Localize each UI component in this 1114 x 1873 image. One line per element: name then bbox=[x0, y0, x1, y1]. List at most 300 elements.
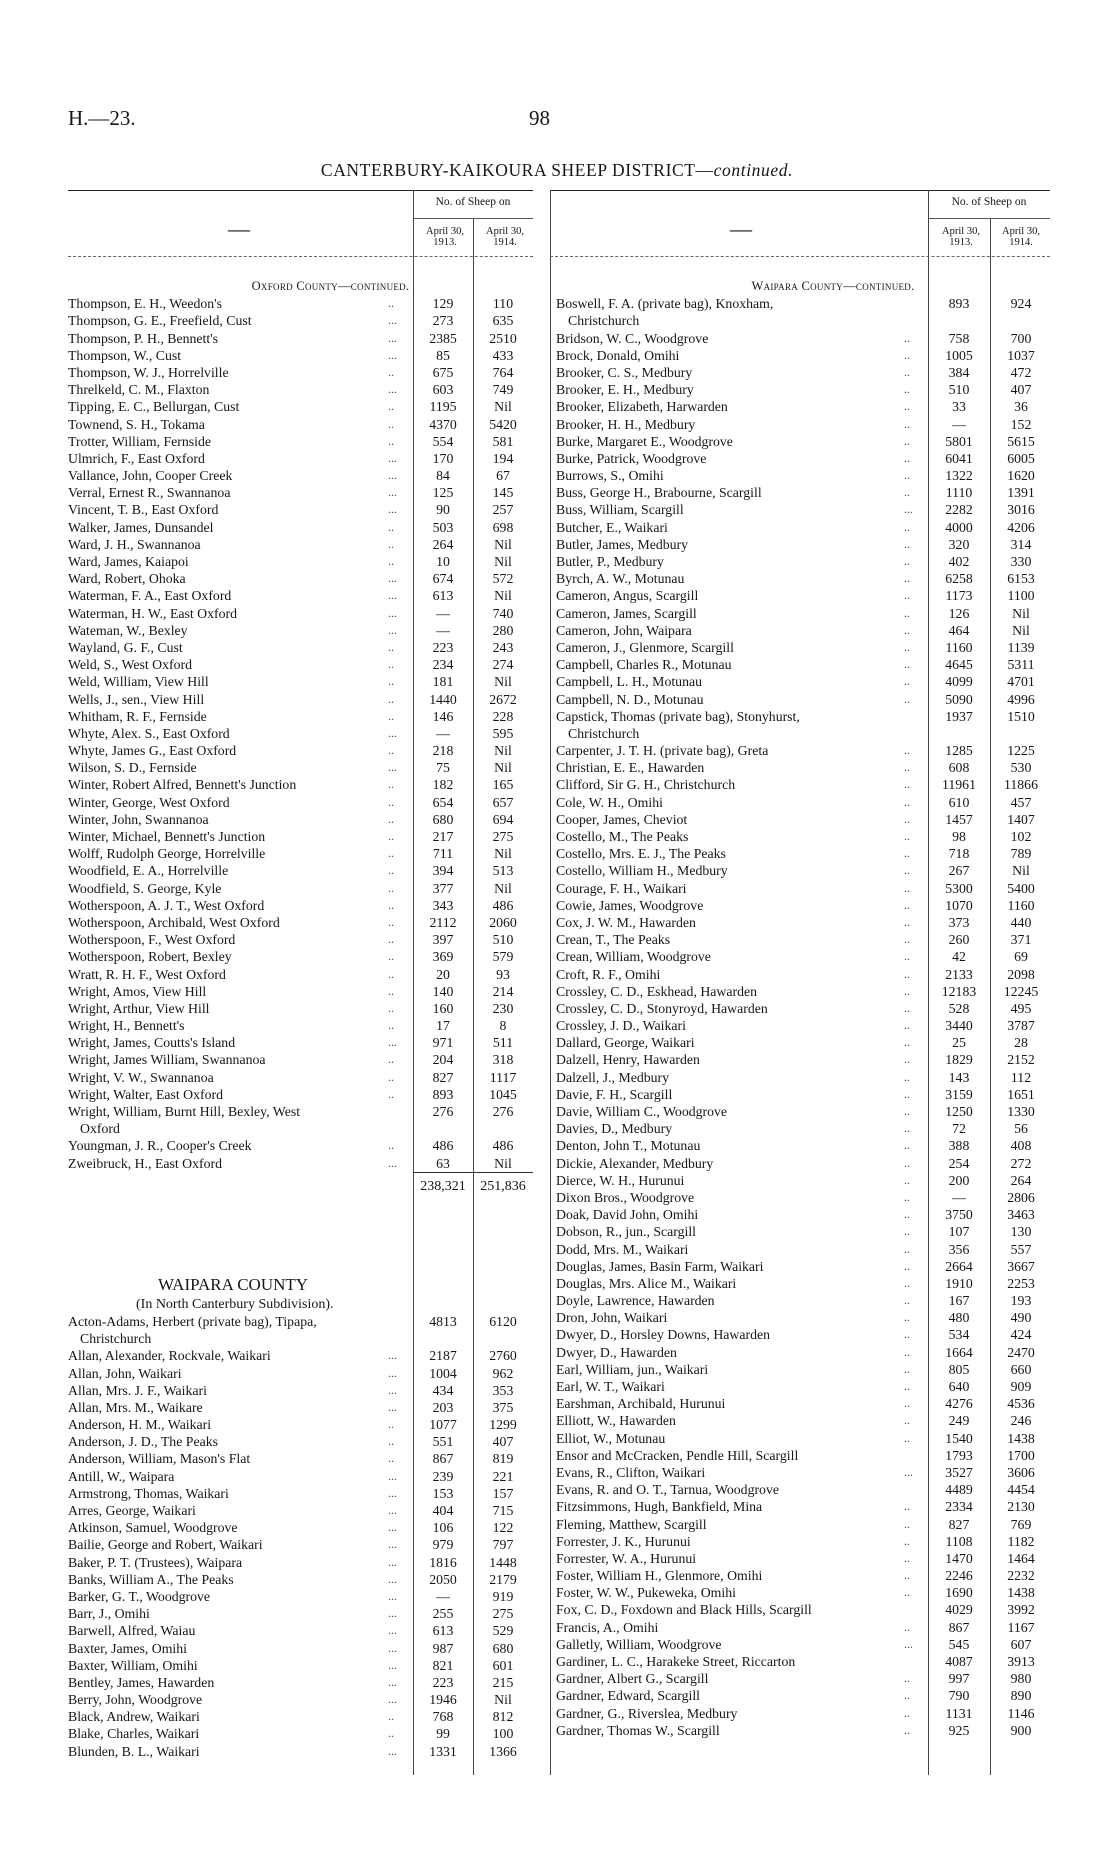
sheep-1913: 397 bbox=[432, 932, 454, 948]
sheep-1914: 1510 bbox=[1007, 708, 1035, 724]
sheep-1914: 490 bbox=[1010, 1310, 1032, 1326]
leader-dots: ... bbox=[388, 485, 397, 500]
total-row bbox=[68, 1172, 533, 1214]
leader-dots: ... bbox=[388, 1640, 397, 1655]
leader-dots: .. bbox=[904, 605, 910, 620]
owner-name: Cameron, John, Waipara bbox=[556, 622, 692, 638]
sheep-1914: 1182 bbox=[1007, 1533, 1035, 1549]
table-row bbox=[556, 1481, 1050, 1498]
owner-name: Clifford, Sir G. H., Christchurch bbox=[556, 777, 736, 793]
sheep-1914: 272 bbox=[1010, 1155, 1032, 1171]
table-row bbox=[556, 811, 1050, 828]
header-rule bbox=[413, 218, 533, 219]
sheep-1914: 1146 bbox=[1007, 1705, 1035, 1721]
leader-dots: .. bbox=[388, 966, 394, 981]
sheep-1914: 371 bbox=[1010, 932, 1032, 948]
table-row bbox=[556, 1189, 1050, 1206]
owner-name: Weld, S., West Oxford bbox=[68, 657, 192, 673]
sheep-1914: 1167 bbox=[1007, 1619, 1035, 1635]
owner-name: Elliot, W., Motunau bbox=[556, 1430, 666, 1446]
table-row bbox=[68, 1155, 533, 1172]
leader-dots: .. bbox=[904, 1499, 910, 1514]
sheep-1914: 6120 bbox=[489, 1313, 517, 1329]
table-row bbox=[68, 553, 533, 570]
sheep-1914: 1407 bbox=[1007, 811, 1035, 827]
owner-name: Trotter, William, Fernside bbox=[68, 433, 211, 449]
sheep-1913: 75 bbox=[436, 760, 450, 776]
table-row bbox=[68, 398, 533, 415]
sheep-1914: 1464 bbox=[1007, 1550, 1035, 1566]
sheep-1913: 1829 bbox=[945, 1052, 973, 1068]
sheep-1914: 152 bbox=[1010, 416, 1032, 432]
owner-name: Capstick, Thomas (private bag), Stonyhurst, bbox=[556, 708, 800, 724]
table-row bbox=[68, 1103, 533, 1120]
sheep-1914: 36 bbox=[1014, 399, 1028, 415]
owner-name: Wright, Walter, East Oxford bbox=[68, 1086, 223, 1102]
table-row bbox=[68, 1416, 533, 1433]
sheep-1914: 1045 bbox=[489, 1086, 517, 1102]
table-row bbox=[556, 1670, 1050, 1687]
owner-name: Christchurch bbox=[568, 313, 640, 329]
leader-dots: ... bbox=[388, 1520, 397, 1535]
leader-dots: .. bbox=[388, 829, 394, 843]
sheep-1914: 819 bbox=[492, 1451, 514, 1467]
table-row bbox=[556, 416, 1050, 433]
table-row bbox=[556, 1516, 1050, 1533]
sheep-1914: 1037 bbox=[1007, 347, 1035, 363]
sheep-1914: 579 bbox=[492, 949, 514, 965]
owner-name: Acton-Adams, Herbert (private bag), Tipapa, bbox=[68, 1313, 317, 1329]
table-row bbox=[556, 484, 1050, 501]
table-row bbox=[556, 1705, 1050, 1722]
leader-dots: .. bbox=[904, 364, 910, 379]
leader-dots: .. bbox=[904, 794, 910, 809]
sheep-1913: 4029 bbox=[945, 1602, 973, 1618]
leader-dots: .. bbox=[388, 863, 394, 878]
sheep-1913: 125 bbox=[432, 485, 454, 501]
owner-name: Fox, C. D., Foxdown and Black Hills, Scargill bbox=[556, 1602, 812, 1618]
leader-dots: .. bbox=[904, 1327, 910, 1342]
sheep-1914: Nil bbox=[1012, 605, 1030, 621]
sheep-1914: 900 bbox=[1010, 1722, 1032, 1738]
col-head-1914: April 30, 1914. bbox=[1002, 226, 1040, 248]
sheep-1913: 1664 bbox=[945, 1344, 973, 1360]
owner-name: Dron, John, Waikari bbox=[556, 1310, 668, 1326]
sheep-1913: 384 bbox=[948, 364, 970, 380]
owner-name: Gardner, Albert G., Scargill bbox=[556, 1671, 709, 1687]
sheep-1914: 472 bbox=[1010, 364, 1032, 380]
owner-name: Costello, M., The Peaks bbox=[556, 829, 689, 844]
table-row bbox=[68, 880, 533, 897]
leader-dots: .. bbox=[904, 571, 910, 586]
leader-dots: ... bbox=[388, 1155, 397, 1170]
sheep-1913: 2187 bbox=[429, 1348, 457, 1364]
leader-dots: ... bbox=[388, 1382, 397, 1397]
sheep-1913: 85 bbox=[436, 347, 450, 363]
leader-dots: .. bbox=[388, 1451, 394, 1466]
owner-name: Allan, Mrs. M., Waikare bbox=[68, 1399, 203, 1415]
sheep-1913: 1540 bbox=[945, 1430, 973, 1446]
sheep-1914: 2179 bbox=[489, 1571, 517, 1587]
sheep-1914: 581 bbox=[492, 433, 514, 449]
table-row bbox=[68, 295, 533, 312]
leader-dots: .. bbox=[904, 1000, 910, 1015]
owner-name: Dallard, George, Waikari bbox=[556, 1035, 695, 1051]
col-head-label: No. of Sheep on bbox=[435, 196, 511, 208]
leader-dots: ... bbox=[388, 347, 397, 362]
leader-dots: .. bbox=[388, 1709, 394, 1724]
owner-name: Waterman, H. W., East Oxford bbox=[68, 605, 238, 621]
leader-dots: .. bbox=[904, 657, 910, 672]
sheep-1913: 217 bbox=[432, 829, 454, 844]
table-row bbox=[68, 1433, 533, 1450]
sheep-1913: 613 bbox=[432, 1623, 454, 1639]
sheep-1914: 8 bbox=[499, 1018, 507, 1034]
sheep-1914: 257 bbox=[492, 502, 514, 518]
sheep-1914: 67 bbox=[496, 468, 510, 484]
table-row bbox=[68, 1640, 533, 1657]
owner-name: Burke, Margaret E., Woodgrove bbox=[556, 433, 733, 449]
owner-name: Brooker, H. H., Medbury bbox=[556, 416, 696, 432]
leader-dots: ... bbox=[388, 502, 397, 517]
sheep-1913: 640 bbox=[948, 1379, 970, 1394]
table-row bbox=[556, 914, 1050, 931]
owner-name: Wotherspoon, Archibald, West Oxford bbox=[68, 914, 280, 930]
leader-dots: .. bbox=[904, 983, 910, 998]
table-row bbox=[556, 381, 1050, 398]
sheep-1914: 1391 bbox=[1007, 485, 1035, 501]
sheep-1913: 182 bbox=[432, 777, 454, 793]
owner-name: Davie, William C., Woodgrove bbox=[556, 1104, 728, 1119]
table-row bbox=[556, 347, 1050, 364]
sheep-1914: 1651 bbox=[1007, 1086, 1035, 1102]
table-row bbox=[556, 1687, 1050, 1704]
sheep-1913: 320 bbox=[948, 536, 970, 552]
sheep-1913: 893 bbox=[432, 1086, 454, 1102]
section-heading: Waipara County—continued. bbox=[751, 279, 915, 293]
table-row bbox=[68, 1519, 533, 1536]
table-row bbox=[68, 794, 533, 811]
table-row bbox=[556, 1447, 1050, 1464]
owner-name: Earshman, Archibald, Hurunui bbox=[556, 1396, 726, 1412]
owner-name: Wright, William, Burnt Hill, Bexley, West bbox=[68, 1104, 301, 1119]
sheep-1914: 715 bbox=[492, 1503, 514, 1518]
table-row bbox=[556, 364, 1050, 381]
sheep-1913: 254 bbox=[948, 1155, 970, 1171]
table-row bbox=[556, 605, 1050, 622]
col-head-label: No. of Sheep on bbox=[951, 196, 1027, 208]
leader-dots: .. bbox=[904, 1069, 910, 1084]
leader-dots: .. bbox=[904, 1035, 910, 1050]
table-row bbox=[68, 1017, 533, 1034]
table-row bbox=[556, 1619, 1050, 1636]
leader-dots: .. bbox=[904, 914, 910, 929]
owner-name: Crean, William, Woodgrove bbox=[556, 949, 711, 965]
sheep-1914: 486 bbox=[492, 897, 514, 913]
table-row bbox=[556, 1361, 1050, 1378]
owner-name: Dobson, R., jun., Scargill bbox=[556, 1224, 697, 1240]
leader-dots: .. bbox=[904, 330, 910, 345]
leader-dots: ... bbox=[388, 622, 397, 637]
sheep-1914: 495 bbox=[1010, 1000, 1032, 1016]
table-row bbox=[556, 639, 1050, 656]
owner-name: Walker, James, Dunsandel bbox=[68, 519, 214, 535]
sheep-1913: 1173 bbox=[945, 588, 973, 604]
sheep-1914: 2672 bbox=[489, 691, 517, 707]
table-row bbox=[556, 1292, 1050, 1309]
table-row bbox=[68, 828, 533, 845]
table-row bbox=[556, 1636, 1050, 1653]
table-row bbox=[556, 1137, 1050, 1154]
owner-name: Atkinson, Samuel, Woodgrove bbox=[68, 1520, 238, 1536]
sheep-1914: 157 bbox=[492, 1485, 514, 1501]
sheep-1914: 680 bbox=[492, 1640, 514, 1656]
leader-dots: .. bbox=[388, 1086, 394, 1101]
table-row bbox=[68, 484, 533, 501]
sheep-1913: 1793 bbox=[945, 1447, 973, 1463]
sheep-1913: 2282 bbox=[945, 502, 973, 518]
sheep-1914: 194 bbox=[492, 450, 514, 466]
leader-dots: .. bbox=[388, 949, 394, 964]
sheep-1913: 1816 bbox=[429, 1554, 457, 1570]
sheep-1913: 5300 bbox=[945, 880, 973, 896]
owner-name: Zweibruck, H., East Oxford bbox=[68, 1155, 223, 1171]
leader-dots: .. bbox=[388, 1138, 394, 1153]
sheep-1913: 608 bbox=[948, 760, 970, 776]
owner-name: Threlkeld, C. M., Flaxton bbox=[68, 382, 210, 398]
leader-dots: ... bbox=[388, 1348, 397, 1363]
sheep-1914: 635 bbox=[492, 313, 514, 329]
sheep-1913: 170 bbox=[432, 450, 454, 466]
sheep-1914: 5400 bbox=[1007, 880, 1035, 896]
table-row bbox=[68, 467, 533, 484]
sheep-1914: 1160 bbox=[1007, 897, 1035, 913]
sheep-1914: 353 bbox=[492, 1382, 514, 1398]
leader-dots: .. bbox=[904, 1550, 910, 1565]
sheep-1913: 343 bbox=[432, 897, 454, 913]
leader-dots: .. bbox=[904, 1533, 910, 1548]
owner-name: Cowie, James, Woodgrove bbox=[556, 897, 704, 913]
table-row bbox=[68, 983, 533, 1000]
sheep-1913: 140 bbox=[432, 983, 454, 999]
sheep-1913: 1331 bbox=[429, 1743, 457, 1759]
table-row bbox=[556, 1172, 1050, 1189]
title-continued: continued. bbox=[713, 160, 794, 180]
table-row bbox=[68, 1086, 533, 1103]
sheep-1914: 1438 bbox=[1007, 1430, 1035, 1446]
owner-name: Barker, G. T., Woodgrove bbox=[68, 1588, 211, 1604]
table-row bbox=[556, 312, 1050, 329]
sheep-1913: 1070 bbox=[945, 897, 973, 913]
table-row bbox=[68, 1588, 533, 1605]
sheep-1913: 255 bbox=[432, 1606, 454, 1622]
left-body bbox=[68, 278, 533, 1760]
sheep-1913: 223 bbox=[432, 1674, 454, 1690]
owner-name: Banks, William A., The Peaks bbox=[68, 1571, 234, 1587]
owner-name: Forrester, W. A., Hurunui bbox=[556, 1550, 697, 1566]
owner-name: Dalzell, Henry, Hawarden bbox=[556, 1052, 700, 1068]
table-row bbox=[556, 1069, 1050, 1086]
table-row bbox=[68, 811, 533, 828]
sheep-1914: 1448 bbox=[489, 1554, 517, 1570]
leader-dots: .. bbox=[904, 519, 910, 534]
sheep-1913: 276 bbox=[432, 1104, 454, 1119]
owner-name: Costello, Mrs. E. J., The Peaks bbox=[556, 846, 726, 862]
table-row bbox=[68, 347, 533, 364]
leader-dots: .. bbox=[904, 1086, 910, 1101]
sheep-1913: 1457 bbox=[945, 811, 973, 827]
sheep-1914: 4536 bbox=[1007, 1396, 1035, 1412]
table-row bbox=[556, 398, 1050, 415]
leader-dots: .. bbox=[904, 1619, 910, 1634]
leader-dots: .. bbox=[388, 880, 394, 895]
leader-dots: .. bbox=[904, 382, 910, 397]
sheep-1914: 924 bbox=[1010, 296, 1032, 312]
sheep-1914: 595 bbox=[492, 725, 514, 741]
sheep-1914: 28 bbox=[1014, 1035, 1028, 1051]
owner-name: Whyte, Alex. S., East Oxford bbox=[68, 725, 230, 741]
sheep-1913: 106 bbox=[432, 1520, 454, 1536]
table-row bbox=[68, 1000, 533, 1017]
table-row bbox=[556, 1498, 1050, 1515]
owner-name: Blake, Charles, Waikari bbox=[68, 1726, 200, 1742]
owner-name: Christian, E. E., Hawarden bbox=[556, 760, 705, 776]
sheep-1914: 557 bbox=[1010, 1241, 1032, 1257]
owner-name: Gardner, Thomas W., Scargill bbox=[556, 1722, 720, 1738]
sheep-1914: 1139 bbox=[1007, 639, 1035, 655]
table-row bbox=[556, 1155, 1050, 1172]
leader-dots: .. bbox=[388, 536, 394, 551]
owner-name: Allan, Mrs. J. F., Waikari bbox=[68, 1382, 207, 1398]
owner-name: Thompson, W., Cust bbox=[68, 347, 182, 363]
leader-dots: .. bbox=[388, 846, 394, 861]
sheep-1913: 223 bbox=[432, 639, 454, 655]
owner-name: Anderson, William, Mason's Flat bbox=[68, 1451, 251, 1467]
sheep-1913: — bbox=[436, 725, 450, 741]
county-heading: WAIPARA COUNTY bbox=[158, 1274, 309, 1294]
sheep-1913: 4087 bbox=[945, 1654, 973, 1669]
owner-name: Barr, J., Omihi bbox=[68, 1606, 150, 1622]
sheep-1913: 234 bbox=[432, 657, 454, 673]
sheep-1913: 90 bbox=[436, 502, 450, 518]
sheep-1914: 407 bbox=[492, 1434, 514, 1450]
leader-dots: .. bbox=[904, 1293, 910, 1308]
table-row bbox=[68, 1069, 533, 1086]
page-title bbox=[0, 160, 1114, 181]
sheep-1913: 273 bbox=[432, 313, 454, 329]
sheep-1914: 2760 bbox=[489, 1348, 517, 1364]
table-row bbox=[68, 1468, 533, 1485]
owner-name: Crossley, C. D., Eskhead, Hawarden bbox=[556, 983, 758, 999]
owner-name: Costello, William H., Medbury bbox=[556, 863, 728, 879]
sheep-1913: 768 bbox=[432, 1709, 454, 1725]
table-row bbox=[68, 862, 533, 879]
owner-name: Cole, W. H., Omihi bbox=[556, 794, 663, 810]
sheep-1914: 572 bbox=[492, 571, 514, 587]
leader-dots: .. bbox=[904, 1104, 910, 1118]
table-row bbox=[556, 1034, 1050, 1051]
sheep-1914: 457 bbox=[1010, 794, 1032, 810]
sheep-1913: 63 bbox=[436, 1155, 450, 1171]
owner-name: Wotherspoon, Robert, Bexley bbox=[68, 949, 232, 965]
owner-name: Buss, William, Scargill bbox=[556, 502, 684, 518]
header-rule bbox=[928, 218, 1050, 219]
leader-dots: .. bbox=[388, 657, 394, 672]
owner-name: Doak, David John, Omihi bbox=[556, 1207, 699, 1223]
sheep-1913: 545 bbox=[948, 1636, 970, 1652]
sheep-1913: 1690 bbox=[945, 1585, 973, 1601]
sheep-1913: 98 bbox=[952, 829, 966, 844]
table-row bbox=[68, 1657, 533, 1674]
owner-name: Fleming, Matthew, Scargill bbox=[556, 1516, 707, 1532]
sheep-1914: 1438 bbox=[1007, 1585, 1035, 1601]
sheep-1914: Nil bbox=[1012, 863, 1030, 879]
sheep-1914: 330 bbox=[1010, 554, 1032, 569]
owner-name: Davies, D., Medbury bbox=[556, 1121, 673, 1137]
owner-name: Bridson, W. C., Woodgrove bbox=[556, 330, 709, 346]
table-row bbox=[556, 450, 1050, 467]
owner-name: Cox, J. W. M., Hawarden bbox=[556, 914, 696, 930]
owner-name: Baxter, William, Omihi bbox=[68, 1657, 198, 1673]
owner-name: Wratt, R. H. F., West Oxford bbox=[68, 966, 226, 982]
table-row bbox=[68, 1743, 533, 1760]
owner-name: Dixon Bros., Woodgrove bbox=[556, 1189, 695, 1205]
sheep-1913: 987 bbox=[432, 1640, 454, 1656]
owner-name: Brooker, C. S., Medbury bbox=[556, 364, 693, 380]
left-rows-2 bbox=[68, 1313, 533, 1760]
leader-dots: .. bbox=[904, 639, 910, 654]
owner-name: Francis, A., Omihi bbox=[556, 1619, 659, 1635]
sheep-1914: 102 bbox=[1010, 829, 1032, 844]
sheep-1914: 275 bbox=[492, 829, 514, 844]
sheep-1914: 919 bbox=[492, 1588, 514, 1604]
owner-name: Burrows, S., Omihi bbox=[556, 468, 664, 484]
sheep-1913: 4489 bbox=[945, 1482, 973, 1498]
leader-dots: ... bbox=[388, 1468, 397, 1483]
owner-name: Waterman, F. A., East Oxford bbox=[68, 588, 232, 604]
sheep-1913: 979 bbox=[432, 1537, 454, 1553]
owner-name: Allan, Alexander, Rockvale, Waikari bbox=[68, 1348, 271, 1364]
owner-name: Fitzsimmons, Hugh, Bankfield, Mina bbox=[556, 1499, 763, 1515]
leader-dots: .. bbox=[904, 846, 910, 861]
sheep-1914: 1100 bbox=[1007, 588, 1035, 604]
leader-dots: ... bbox=[904, 1464, 913, 1479]
sheep-1913: 99 bbox=[436, 1726, 450, 1742]
sheep-1914: 2253 bbox=[1007, 1275, 1035, 1291]
sheep-1913: 388 bbox=[948, 1138, 970, 1154]
sheep-1914: Nil bbox=[494, 846, 512, 862]
sheep-1914: 3606 bbox=[1007, 1464, 1035, 1480]
table-row bbox=[68, 1571, 533, 1588]
sheep-1913: 3750 bbox=[945, 1207, 973, 1223]
sheep-1914: 3016 bbox=[1007, 502, 1035, 518]
table-row bbox=[68, 381, 533, 398]
leader-dots: .. bbox=[904, 1224, 910, 1239]
table-row bbox=[556, 1120, 1050, 1137]
sheep-1913: 480 bbox=[948, 1310, 970, 1326]
sheep-1914: 5420 bbox=[489, 416, 517, 432]
table-row bbox=[68, 501, 533, 518]
sheep-1914: Nil bbox=[494, 1155, 512, 1171]
leader-dots: ... bbox=[388, 1571, 397, 1586]
table-row bbox=[556, 656, 1050, 673]
sheep-1914: 1620 bbox=[1007, 468, 1035, 484]
right-rows bbox=[556, 295, 1050, 1739]
owner-name: Buss, George H., Brabourne, Scargill bbox=[556, 485, 762, 501]
leader-dots: .. bbox=[904, 1516, 910, 1531]
table-row bbox=[68, 1330, 533, 1347]
leader-dots: .. bbox=[388, 674, 394, 689]
